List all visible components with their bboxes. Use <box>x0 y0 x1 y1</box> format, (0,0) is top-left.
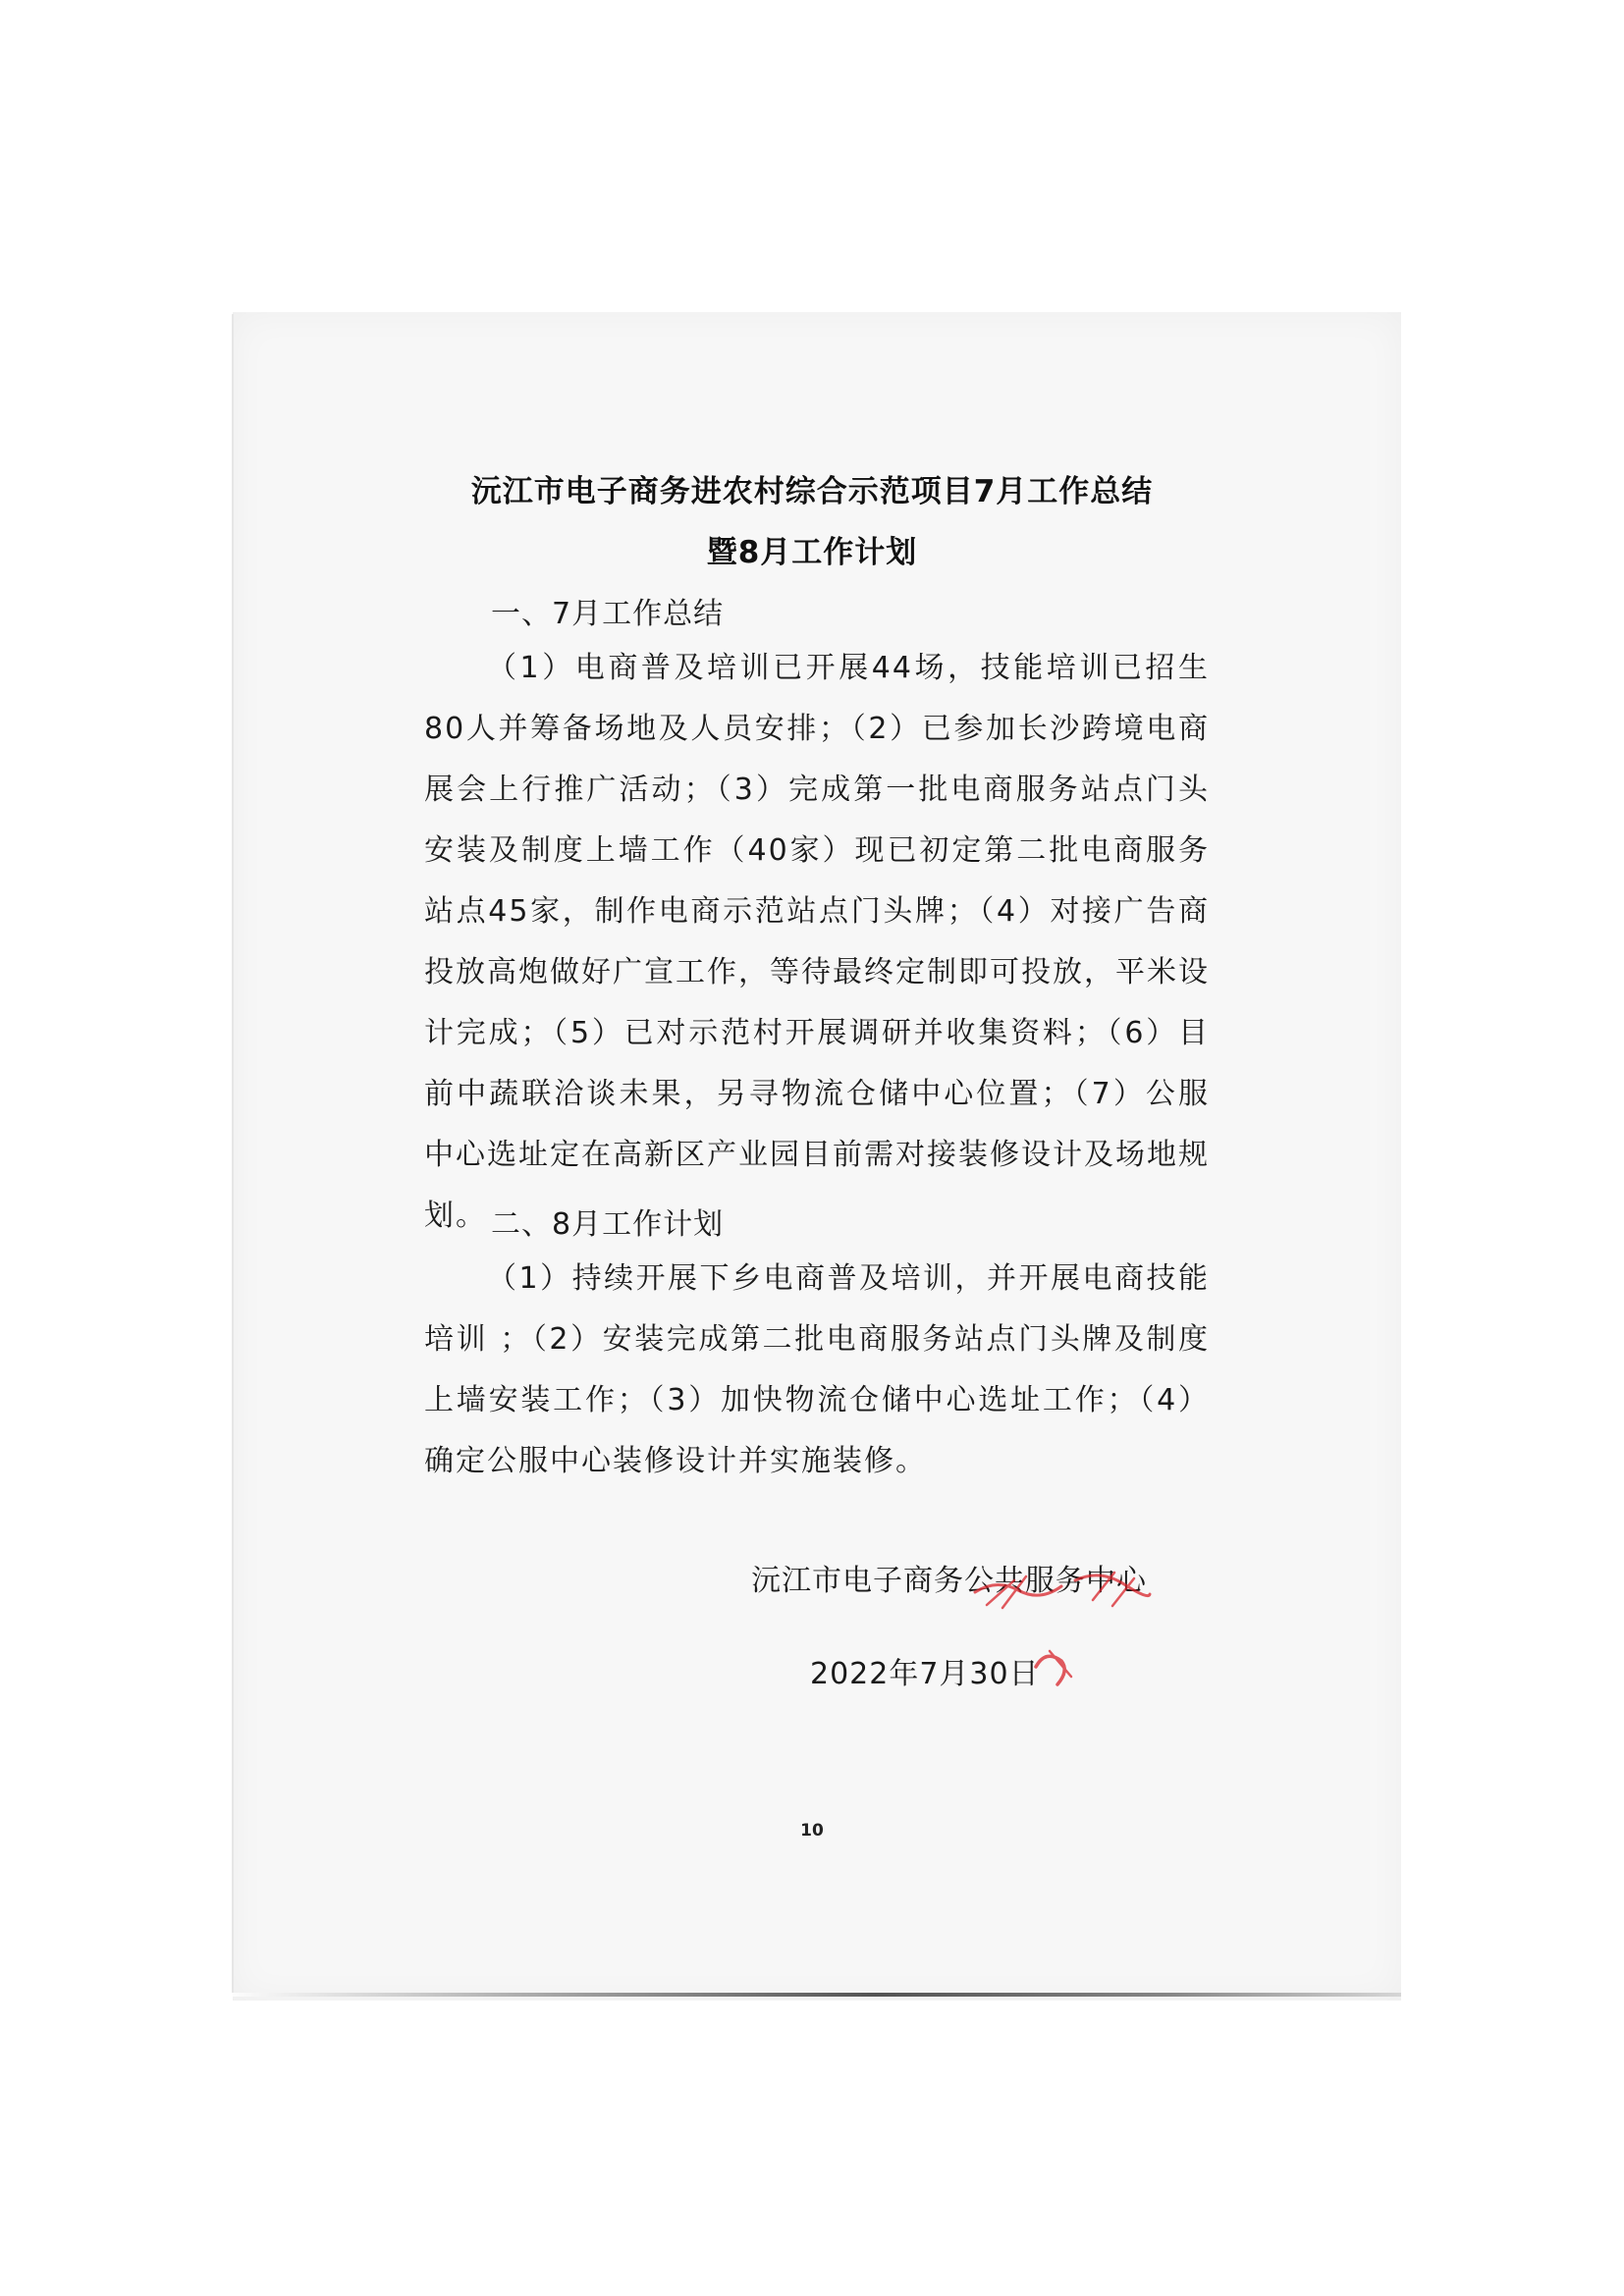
page-number: 10 <box>800 1821 824 1841</box>
scan-edge-bottom <box>233 1993 1401 1997</box>
signature-date: 2022年7月30日 <box>810 1657 1040 1691</box>
section-body-summary: （1）电商普及培训已开展44场，技能培训已招生80人并筹备场地及人员安排；（2）已参加长沙跨境电商展会上行推广活动；（3）完成第一批电商服务站点门头安装及制度上墙工作（40家）现已初定第二批电商服务站点45家，制作电商示范站点门头牌；（4）对接广告商投放高炮做好广宣工作，等待最终定制即可投放，平米设计完成；（5）已对示范村开展调研并收集资料；（6）目前中蔬联洽谈未果，另寻物流仓储中心位置；（7）公服中心选址定在高新区产业园目前需对接装修设计及场地规划。 <box>424 651 1210 1233</box>
section-body-plan: （1）持续开展下乡电商普及培训，并开展电商技能培训 ；（2）安装完成第二批电商服务站点门头牌及制度上墙安装工作；（3）加快物流仓储中心选址工作；（4）确定公服中心装修设计并实施装修。 <box>424 1261 1210 1478</box>
section-heading-plan: 二、8月工作计划 <box>491 1207 725 1242</box>
section-heading-summary: 一、7月工作总结 <box>491 597 725 631</box>
document-title: 沅江市电子商务进农村综合示范项目7月工作总结 <box>470 474 1154 509</box>
signature-organization: 沅江市电子商务公共服务中心 <box>751 1564 1147 1598</box>
document-subtitle: 暨8月工作计划 <box>706 535 918 570</box>
